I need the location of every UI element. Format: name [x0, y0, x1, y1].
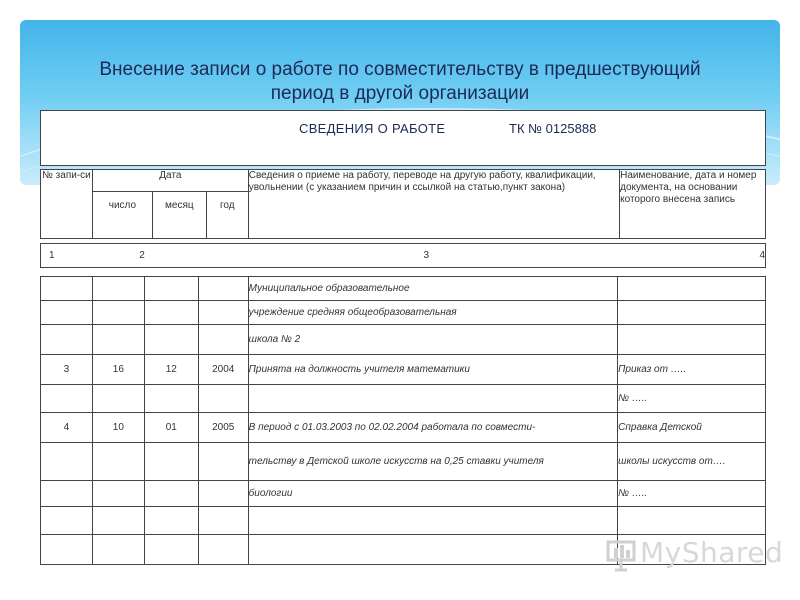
col-number-1: 1: [41, 244, 102, 268]
row-info-cell: Принята на должность учителя математики: [248, 355, 617, 385]
row-info-cell: учреждение средняя общеобразовательная: [248, 301, 617, 325]
row-num-cell: [41, 443, 93, 481]
row-doc-cell: Справка Детской: [618, 413, 766, 443]
row-month-cell: [144, 507, 198, 535]
table-row: [41, 443, 766, 481]
row-day-cell: 16: [92, 355, 144, 385]
row-info-cell: В период с 01.03.2003 по 02.02.2004 работала по совмести-: [248, 413, 617, 443]
col-header-month: месяц: [152, 192, 206, 239]
col-number-4: 4: [689, 244, 765, 268]
row-year-cell: [198, 325, 248, 355]
col-header-doc: Наименование, дата и номер документа, на основании которого внесена запись: [620, 170, 766, 239]
row-info-cell: тельству в Детской школе искусств на 0,25 ставки учителя: [248, 443, 617, 481]
row-year-cell: 2004: [198, 355, 248, 385]
row-day-cell: [92, 277, 144, 301]
row-month-cell: [144, 535, 198, 565]
row-info-cell: биологии: [248, 481, 617, 507]
row-year-cell: 2005: [198, 413, 248, 443]
col-header-num: № запи-си: [41, 170, 93, 239]
table-row: [41, 413, 766, 443]
row-year-cell: [198, 277, 248, 301]
work-info-heading: СВЕДЕНИЯ О РАБОТЕ: [299, 121, 446, 136]
work-records-table: [40, 276, 766, 565]
row-day-cell: [92, 385, 144, 413]
row-info-cell: [248, 385, 617, 413]
row-month-cell: 12: [144, 355, 198, 385]
row-num-cell: [41, 507, 93, 535]
row-month-cell: [144, 385, 198, 413]
row-num-cell: [41, 277, 93, 301]
row-month-cell: [144, 443, 198, 481]
col-header-year: год: [206, 192, 248, 239]
labor-book-number: ТК № 0125888: [509, 121, 597, 136]
row-doc-cell: Приказ от …..: [618, 355, 766, 385]
table-row: [41, 325, 766, 355]
row-day-cell: [92, 481, 144, 507]
row-num-cell: 3: [41, 355, 93, 385]
table-row: [41, 507, 766, 535]
row-year-cell: [198, 507, 248, 535]
row-doc-cell: [618, 301, 766, 325]
slide-title: [20, 58, 780, 106]
col-number-3: 3: [285, 244, 689, 268]
col-header-day: число: [92, 192, 152, 239]
row-num-cell: [41, 481, 93, 507]
row-year-cell: [198, 443, 248, 481]
work-info-header: [40, 110, 766, 166]
row-day-cell: [92, 325, 144, 355]
table-row: [41, 277, 766, 301]
row-day-cell: [92, 301, 144, 325]
row-info-cell: [248, 507, 617, 535]
slide-title-line2: период в другой организации: [270, 83, 530, 104]
row-num-cell: [41, 535, 93, 565]
row-month-cell: [144, 277, 198, 301]
row-doc-cell: [618, 277, 766, 301]
row-month-cell: 01: [144, 413, 198, 443]
row-day-cell: [92, 535, 144, 565]
row-month-cell: [144, 301, 198, 325]
row-doc-cell: [618, 507, 766, 535]
table-row: [41, 355, 766, 385]
myshared-logo-icon: [606, 538, 636, 572]
row-day-cell: 10: [92, 413, 144, 443]
col-header-date: Дата: [92, 170, 248, 192]
column-number-table: [40, 243, 766, 268]
row-day-cell: [92, 443, 144, 481]
row-info-cell: [248, 535, 617, 565]
col-header-info: Сведения о приеме на работу, переводе на другую работу, квалификации, увольнении (с указанием причин и ссылкой на статью,пункт закона): [248, 170, 619, 239]
row-year-cell: [198, 385, 248, 413]
row-info-cell: школа № 2: [248, 325, 617, 355]
table-row: [41, 385, 766, 413]
row-year-cell: [198, 481, 248, 507]
row-year-cell: [198, 301, 248, 325]
row-info-cell: Муниципальное образовательное: [248, 277, 617, 301]
row-num-cell: [41, 301, 93, 325]
row-month-cell: [144, 325, 198, 355]
row-year-cell: [198, 535, 248, 565]
row-month-cell: [144, 481, 198, 507]
row-day-cell: [92, 507, 144, 535]
row-doc-cell: школы искусств от….: [618, 443, 766, 481]
table-row: [41, 481, 766, 507]
watermark-text: MyShared: [640, 536, 784, 569]
row-doc-cell: № …..: [618, 481, 766, 507]
table-row: [41, 301, 766, 325]
col-number-2: 2: [101, 244, 285, 268]
row-num-cell: 4: [41, 413, 93, 443]
slide-title-line1: Внесение записи о работе по совместительству в предшествующий: [99, 59, 701, 80]
row-num-cell: [41, 325, 93, 355]
column-header-table: [40, 169, 766, 239]
row-doc-cell: [618, 325, 766, 355]
row-num-cell: [41, 385, 93, 413]
row-doc-cell: № …..: [618, 385, 766, 413]
